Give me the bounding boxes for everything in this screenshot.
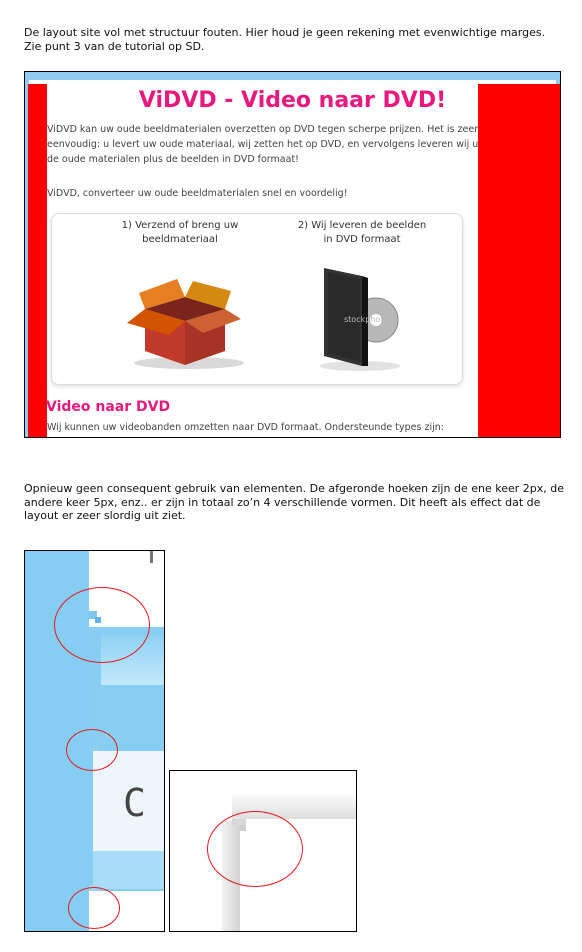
highlight-circle — [66, 729, 118, 771]
zoom-glyph: C — [123, 781, 146, 825]
section-text: Wij kunnen uw videobanden omzetten naar DVD formaat. Ondersteunde types zijn: — [47, 422, 444, 433]
highlight-circle — [207, 811, 303, 887]
site-tagline: ViDVD, converteer uw oude beeldmaterialen snel en voordelig! — [47, 188, 348, 199]
site-screenshot — [24, 71, 561, 438]
dvd-case-icon — [310, 262, 410, 372]
section-title: Video naar DVD — [46, 399, 171, 415]
watermark-text: stockphoto — [344, 315, 389, 324]
steps-card — [51, 213, 463, 385]
second-paragraph: Opnieuw geen consequent gebruik van elementen. De afgeronde hoeken zijn de ene keer 2px, de andere keer 5px, enz.. er zijn in totaal zo’n 4 verschillende vormen. Dit heeft als effect dat de layout er zeer slordig uit ziet. — [24, 482, 564, 522]
zoom-crop-card-corner — [169, 770, 357, 932]
step-one-label: 1) Verzend of breng uw beeldmateriaal — [121, 220, 239, 245]
intro-paragraph: De layout site vol met structuur fouten. Hier houd je geen rekening met evenwichtige marges. Zie punt 3 van de tutorial op SD. — [24, 26, 546, 53]
highlight-circle — [68, 887, 120, 929]
step-two-label: 2) Wij leveren de beelden in DVD formaat — [297, 220, 427, 245]
left-margin-highlight — [28, 84, 47, 438]
right-margin-highlight — [478, 84, 560, 438]
zoom-crop-corners — [24, 550, 165, 932]
cardboard-box-icon — [117, 269, 247, 369]
highlight-circle — [54, 587, 150, 663]
site-title: ViDVD - Video naar DVD! — [138, 88, 447, 113]
site-intro-text: ViDVD kan uw oude beeldmaterialen overzetten op DVD tegen scherpe prijzen. Het is zeer eenvoudig: u levert uw oude materiaal, wij zetten het op DVD, en vervolgens leveren wij u de oude materialen plus de beelden in DVD formaat! — [47, 124, 479, 165]
